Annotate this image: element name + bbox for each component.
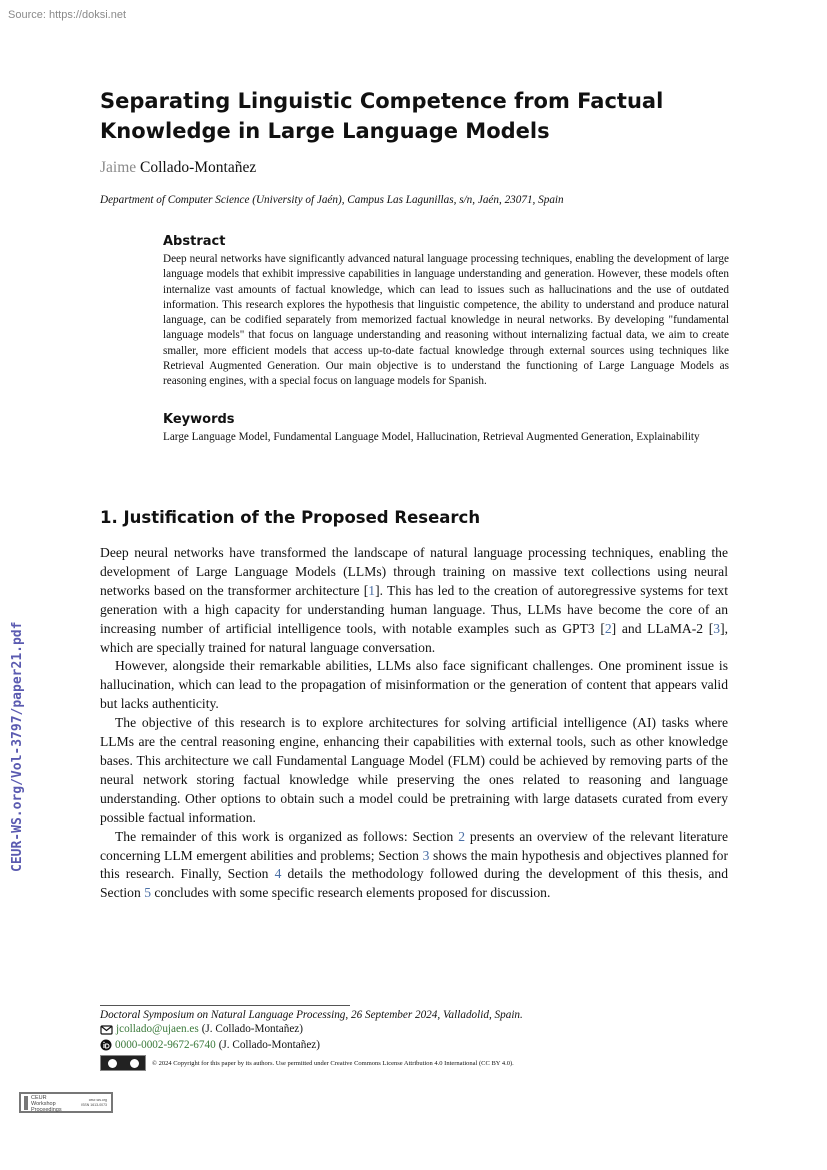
ceur-workshop-logo (19, 1092, 113, 1113)
keywords-heading: Keywords (163, 412, 235, 427)
section-link-4[interactable]: 4 (274, 866, 282, 882)
abstract-text: Deep neural networks have significantly advanced natural language processing techniques, enabling the development of large language models that exhibit impressive capabilities in language understanding and generation. However, these models often internalize vast amounts of factual knowledge, which can lead to issues such as hallucinations and the use of outdated information. This research explores the hypothesis that linguistic competence, the ability to understand and produce natural language, can be codified separately from memorized factual knowledge in neural networks. By developing "fundamental language models" that focus on language understanding and reasoning without internalizing factual data, we aim to create smaller, more efficient models that access up-to-date factual knowledge through external sources using techniques like Retrieval Augmented Generation. Our main objective is to understand the functioning of Large Language Models as reasoning engines, with a special focus on language models for Spanish. (163, 253, 729, 388)
citation-3[interactable]: 3 (713, 620, 721, 636)
ceur-logo-text (31, 1095, 62, 1113)
orcid-link[interactable]: 0000-0002-9672-6740 (115, 1039, 216, 1051)
section-heading: 1. Justification of the Proposed Research (100, 508, 481, 527)
paragraph-3: The objective of this research is to explore architectures for solving artificial intelligence (AI) tasks where LLMs are the central reasoning engine, enhancing their capabilities with external tools, such as other knowledge bases. This architecture we call Fundamental Language Model (FLM) could be achieved by removing parts of the neural network storing factual knowledge while preserving the ones related to reasoning and language understanding. Other options to obtain such a model could be pretraining with large datasets curated from every possible factual information. (100, 715, 728, 825)
p4-text-b: presents an overview of the relevant literature concerning LLM emergent abilities and problems; Section (100, 828, 728, 863)
footnote-rule (100, 1005, 350, 1006)
paragraph-4 (100, 828, 728, 904)
orcid-owner: (J. Collado-Montañez) (218, 1039, 320, 1051)
keywords-text: Large Language Model, Fundamental Language Model, Hallucination, Retrieval Augmented Generation, Explainability (163, 431, 700, 443)
footnote-email (100, 1023, 303, 1035)
p4-text-d: details the methodology followed during the development of this thesis, and Section (100, 866, 728, 901)
ceur-side-label[interactable]: CEUR-WS.org/Vol-3797/paper21.pdf (10, 621, 25, 872)
citation-2[interactable]: 2 (604, 620, 612, 636)
p1-text-c: ] and LLaMA-2 [ (611, 620, 714, 636)
author-family-name: Collado-Montañez (140, 159, 257, 176)
p1-text-d: ], which are specially trained for natural language conversation. (100, 620, 728, 655)
author-line (100, 159, 256, 177)
orcid-icon (100, 1039, 112, 1051)
footnote-orcid (100, 1039, 320, 1051)
author-given-name: Jaime (100, 159, 137, 176)
p1-text-a: Deep neural networks have transformed the landscape of natural language processing techniques, enabling the development of Large Language Models (LLMs) through training on massive text collections using neural networks based on the transformer architecture [ (100, 545, 728, 598)
envelope-icon (100, 1024, 113, 1035)
ceur-logo-bar (24, 1096, 28, 1110)
section-link-2[interactable]: 2 (458, 828, 465, 844)
ceur-logo-issn: ISSN 1613-0073 (81, 1103, 107, 1107)
p4-text-a: The remainder of this work is organized as follows: Section (115, 828, 459, 844)
email-link[interactable]: jcollado@ujaen.es (116, 1023, 199, 1035)
paragraph-1 (100, 544, 728, 657)
cc-by-license-icon[interactable] (100, 1055, 146, 1071)
email-owner: (J. Collado-Montañez) (201, 1023, 303, 1035)
paragraph-2: However, alongside their remarkable abilities, LLMs also face significant challenges. One prominent issue is hallucination, which can lead to the propagation of misinformation or the generation of content that appears valid but lacks authenticity. (100, 658, 728, 712)
footnote-event: Doctoral Symposium on Natural Language Processing, 26 September 2024, Valladolid, Spain. (100, 1009, 523, 1021)
p4-text-e: concludes with some specific research elements proposed for discussion. (150, 885, 551, 901)
section-link-3[interactable]: 3 (422, 847, 430, 863)
paper-title: Separating Linguistic Competence from Factual Knowledge in Large Language Models (100, 89, 664, 143)
source-url: Source: https://doksi.net (8, 9, 127, 21)
copyright-text: © 2024 Copyright for this paper by its authors. Use permitted under Creative Commons License Attribution 4.0 International (CC BY 4.0). (152, 1059, 514, 1067)
ceur-logo-line1: CEUR (31, 1095, 47, 1101)
section-link-5[interactable]: 5 (144, 885, 151, 901)
p1-text-b: ]. This has led to the creation of autoregressive systems for text generation with a high capacity for understanding human language. Thus, LLMs have become the core of an increasing number of artificial intelligence tools, with notable examples such as GPT3 [ (100, 582, 728, 636)
ceur-logo-site: ceur-ws.org (88, 1098, 107, 1102)
footnote-license (100, 1055, 514, 1071)
citation-1[interactable]: 1 (368, 582, 376, 598)
ceur-logo-line2: Workshop (31, 1101, 56, 1107)
affiliation: Department of Computer Science (University of Jaén), Campus Las Lagunillas, s/n, Jaén, 23071, Spain (100, 194, 564, 206)
abstract-heading: Abstract (163, 234, 226, 249)
ceur-logo-right (81, 1098, 107, 1108)
section-body (100, 544, 728, 903)
ceur-logo-line3: Proceedings (31, 1107, 62, 1113)
p4-text-c: shows the main hypothesis and objectives planned for this research. Finally, Section (100, 847, 728, 882)
